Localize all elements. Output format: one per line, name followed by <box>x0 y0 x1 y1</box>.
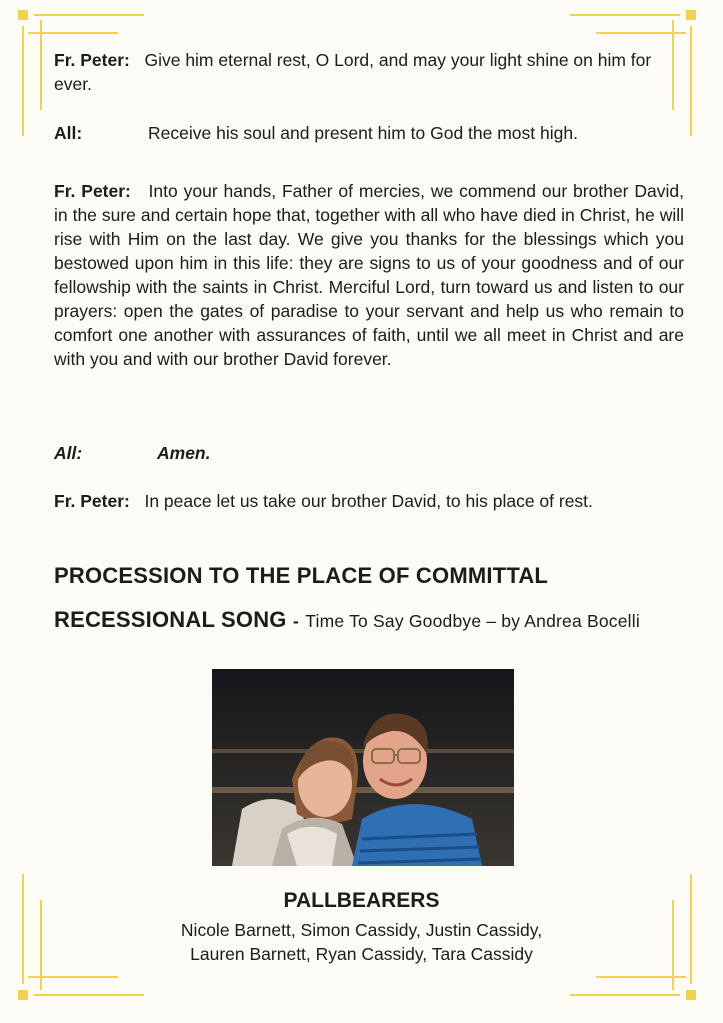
memorial-photo <box>212 669 514 866</box>
pallbearers-names-line-2: Lauren Barnett, Ryan Cassidy, Tara Cassidy <box>190 944 533 964</box>
corner-square <box>686 990 696 1000</box>
paragraph-text: Receive his soul and present him to God the most high. <box>148 123 578 143</box>
paragraph-text: Into your hands, Father of mercies, we commend our brother David, in the sure and certain hope that, together with all who have died in Christ, he will rise with Him on the last day. We give you thanks for the blessings which you bestowed upon him in this life: they are signs to us of your goodness and of our fellowship with the saints in Christ. Merciful Lord, turn toward us and listen to our prayers: open the gates of paradise to your servant and help us who remain to comfort one another with assurances of faith, until we all meet in Christ and are with you and with our brother David forever. <box>54 181 684 369</box>
recessional-song-line <box>54 607 640 633</box>
paragraph-commendation <box>54 179 684 371</box>
paragraph-text: Amen. <box>157 443 211 463</box>
pallbearers-names-line-1: Nicole Barnett, Simon Cassidy, Justin Cassidy, <box>180 920 543 940</box>
corner-square <box>686 10 696 20</box>
paragraph-text: In peace let us take our brother David, to his place of rest. <box>144 491 593 511</box>
speaker-label: All: <box>54 123 83 143</box>
speaker-label: Fr. Peter: <box>54 181 131 201</box>
speaker-label: Fr. Peter: <box>54 50 130 70</box>
paragraph-in-peace <box>54 489 684 513</box>
speaker-label: Fr. Peter: <box>54 491 130 511</box>
paragraph-give-him-rest <box>54 48 684 96</box>
photo-couple-illustration <box>212 669 514 866</box>
recessional-separator: - <box>292 611 299 631</box>
procession-heading: PROCESSION TO THE PLACE OF COMMITTAL <box>54 563 549 588</box>
corner-square <box>18 990 28 1000</box>
corner-square <box>18 10 28 20</box>
paragraph-text: Give him eternal rest, O Lord, and may your light shine on him for ever. <box>54 50 652 94</box>
speaker-label: All: <box>54 443 83 463</box>
response-amen <box>54 441 684 465</box>
pallbearers-title: PALLBEARERS <box>283 889 440 912</box>
response-receive-his-soul <box>54 121 684 145</box>
recessional-label: RECESSIONAL SONG <box>54 607 287 632</box>
recessional-song-title: Time To Say Goodbye – by Andrea Bocelli <box>305 611 640 631</box>
